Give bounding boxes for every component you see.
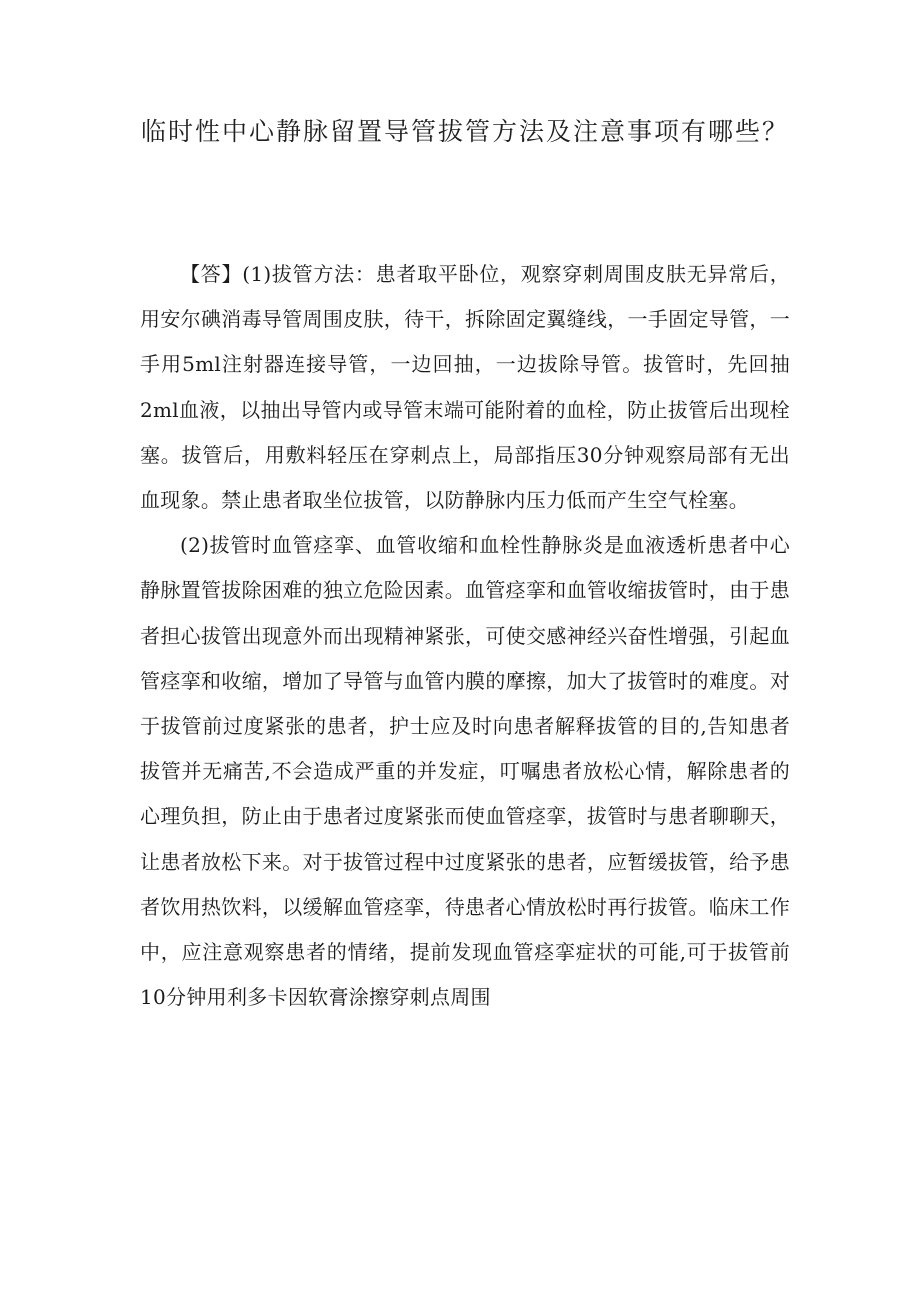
document-body [140,252,790,1020]
document-title: 临时性中心静脉留置导管拔管方法及注意事项有哪些？ [140,117,789,146]
paragraph-extraction-method: 【答】(1)拔管方法：患者取平卧位，观察穿刺周围皮肤无异常后，用安尔碘消毒导管周围皮肤，待干，拆除固定翼缝线，一手固定导管，一手用5ml注射器连接导管，一边回抽，一边拔除导管。拔管时，先回抽2ml血液，以抽出导管内或导管末端可能附着的血栓，防止拔管后出现栓塞。拔管后，用敷料轻压在穿刺点上，局部指压30分钟观察局部有无出血现象。禁止患者取坐位拔管，以防静脉内压力低而产生空气栓塞。 [140,262,790,513]
paragraph-difficulty-factors: (2)拔管时血管痉挛、血管收缩和血栓性静脉炎是血液透析患者中心静脉置管拔除困难的独立危险因素。血管痉挛和血管收缩拔管时，由于患者担心拔管出现意外而出现精神紧张，可使交感神经兴奋性增强，引起血管痉挛和收缩，增加了导管与血管内膜的摩擦，加大了拔管时的难度。对于拔管前过度紧张的患者，护士应及时向患者解释拔管的目的,告知患者拔管并无痛苦,不会造成严重的并发症，叮嘱患者放松心情，解除患者的心理负担，防止由于患者过度紧张而使血管痉挛，拔管时与患者聊聊天，让患者放松下来。对于拔管过程中过度紧张的患者，应暂缓拔管，给予患者饮用热饮料，以缓解血管痉挛，待患者心情放松时再行拔管。临床工作中，应注意观察患者的情绪，提前发现血管痉挛症状的可能,可于拔管前10分钟用利多卡因软膏涂擦穿刺点周围 [140,533,790,1010]
